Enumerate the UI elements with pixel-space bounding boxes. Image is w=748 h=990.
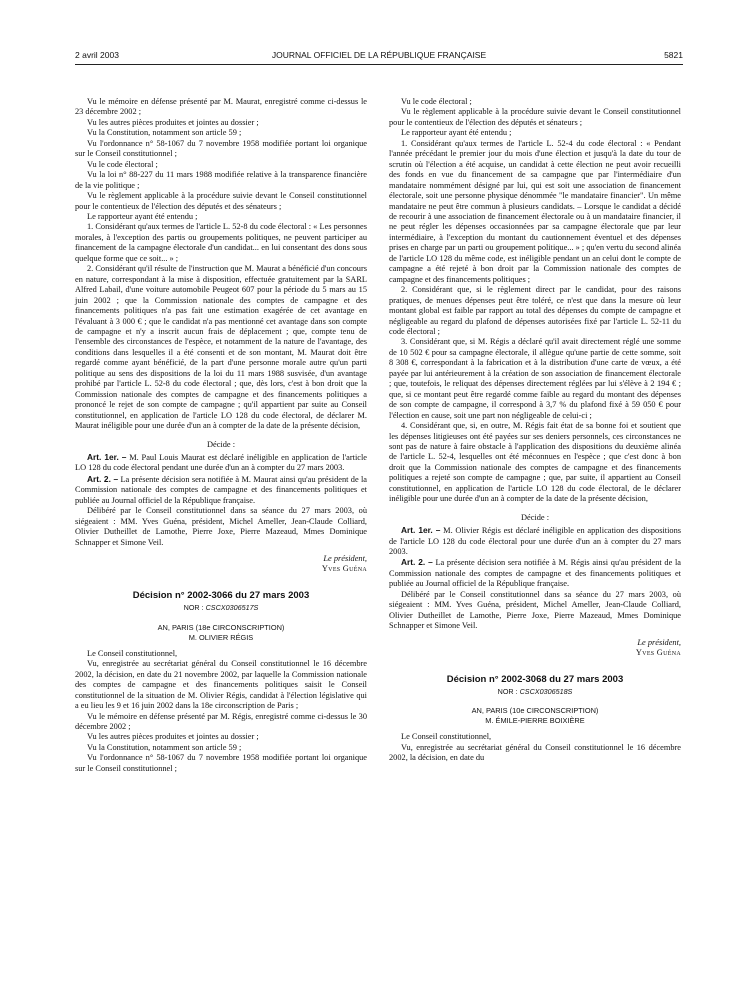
paragraph: Vu le mémoire en défense présenté par M. Régis, enregistré comme ci-dessus le 30 décembre 2002 ; [75,711,367,732]
paragraph: Vu la Constitution, notamment son article 59 ; [87,742,242,752]
paragraph: Vu les autres pièces produites et jointes au dossier ; [87,732,259,742]
article-1 [389,525,681,557]
paragraph: 1. Considérant qu'aux termes de l'article L. 52-4 du code électoral : « Pendant l'année précédant le premier jour du mois d'une élection et jusqu'à la date du tour de scrutin où l'élection a été acquise, un candidat à cette élection ne peut avoir recueilli des fonds en vue du financement de sa campagne que par l'intermédiaire d'un mandataire nommément désigné par lui, qui est soit une association de financement électorale, soit une personne physique dénommée "le mandataire financier". Un même mandataire ne peut être commun à plusieurs candidats. – Lorsque le candidat a décidé de recourir à une association de financement électorale ou à un mandataire financier, il ne peut régler les dépenses occasionnées par sa campagne électorale que par leur intermédiaire, à l'exception du montant du cautionnement éventuel et des dépenses prises en charge par un parti ou groupement politique... » ; qu'en vertu du second alinéa de l'article LO 128 du même code, est inéligible pendant un an celui dont le compte de campagne a été rejeté à bon droit par la Commission nationale des comptes de campagne et des financements politiques ; [389,138,681,284]
paragraph: Vu la Constitution, notamment son article 59 ; [87,128,242,138]
article-label: Art. 2. – [401,557,433,568]
header-page-number: 5821 [664,50,683,60]
paragraph: Le rapporteur ayant été entendu ; [401,128,512,138]
paragraph: Vu le code électoral ; [401,97,472,106]
signature-name: Yves Guéna [321,564,367,574]
paragraph: Vu le règlement applicable à la procédure suivie devant le Conseil constitutionnel pour le contentieux de l'élection des députés et des sénateurs ; [75,191,367,211]
paragraph: 1. Considérant qu'aux termes de l'article L. 52-8 du code électoral : « Les personnes morales, à l'exception des partis ou groupements politiques, ne peuvent participer au financement de la campagne électorale d'un candidat... en lui consentant des dons sous quelque forme que ce soit... » ; [75,222,367,263]
decide-heading: Décide : [520,512,550,522]
paragraph: Vu la loi n° 88-227 du 11 mars 1988 modifiée relative à la transparence financière de la vie politique ; [75,170,367,190]
decision-title: Décision n° 2002-3068 du 27 mars 2003 [446,673,624,685]
article-text: La présente décision sera notifiée à M. Régis ainsi qu'au président de la Commission nationale des comptes de campagne et des financements politiques et publiée au Journal officiel de la République française. [389,558,681,589]
paragraph: Vu, enregistrée au secrétariat général du Conseil constitutionnel le 16 décembre 2002, la décision, en date du [389,742,681,763]
paragraph: Vu le règlement applicable à la procédure suivie devant le Conseil constitutionnel pour le contentieux de l'élection des députés et sénateurs ; [389,107,681,127]
paragraph: Vu l'ordonnance n° 58-1067 du 7 novembre 1958 modifiée portant loi organique sur le Conseil constitutionnel ; [75,753,367,773]
deliberation: Délibéré par le Conseil constitutionnel dans sa séance du 27 mars 2003, où siégeaient : MM. Yves Guéna, président, Michel Ameller, Jean-Claude Colliard, Olivier Dutheillet de Lamothe, Pierre Joxe, Pierre Mazeaud, Mmes Dominique Schnapper et Simone Veil. [389,589,681,631]
deliberation: Délibéré par le Conseil constitutionnel dans sa séance du 27 mars 2003, où siégeaient : MM. Yves Guéna, président, Michel Ameller, Jean-Claude Colliard, Olivier Dutheillet de Lamothe, Pierre Joxe, Pierre Mazeaud, Mmes Dominique Schnapper et Simone Veil. [75,506,367,547]
left-column [75,97,367,774]
nor-reference: NOR : CSCX0306518S [497,687,573,697]
right-column [389,97,681,764]
article-text: La présente décision sera notifiée à M. Maurat ainsi qu'au président de la Commission nationale des comptes de campagne et des financements politiques et publiée au Journal officiel de la République française. [75,474,368,505]
paragraph: Le rapporteur ayant été entendu ; [87,211,198,221]
paragraph: Vu le mémoire en défense présenté par M. Maurat, enregistré comme ci-dessus le 23 décembre 2002 ; [75,97,367,117]
article-2 [75,474,367,506]
paragraph: Vu les autres pièces produites et jointes au dossier ; [87,117,259,127]
decision-title: Décision n° 2002-3066 du 27 mars 2003 [132,589,310,601]
paragraph: 2. Considérant que, si le règlement direct par le candidat, pour des raisons pratiques, de menues dépenses peut être toléré, ce n'est que dans la mesure où leur montant global est faible par rapport au total des dépenses du compte de campagne et négligeable au regard du plafond de dépenses autorisées fixé par l'article L. 52-11 du code électoral ; [389,285,681,336]
paragraph: Vu le code électoral ; [87,159,158,169]
paragraph: Le Conseil constitutionnel, [87,648,178,658]
signature-role: Le président, [323,554,367,564]
decide-heading: Décide : [206,439,236,449]
header-date: 2 avril 2003 [75,50,119,60]
nor-reference: NOR : CSCX0306517S [183,603,259,613]
article-text: M. Paul Louis Maurat est déclaré inéligible en application de l'article LO 128 du code électoral pendant une durée d'un an à compter du 27 mars 2003. [75,452,367,473]
page-header [75,50,683,64]
article-label: Art. 2. – [87,473,119,484]
signature-name: Yves Guéna [635,648,681,658]
article-label: Art. 1er. – [401,525,441,536]
article-label: Art. 1er. – [87,451,127,462]
paragraph: Vu l'ordonnance n° 58-1067 du 7 novembre 1958 modifiée portant loi organique sur le Conseil constitutionnel ; [75,138,367,159]
constituency-heading: AN, PARIS (18e CIRCONSCRIPTION) M. OLIVIER RÉGIS [157,622,285,642]
article-1 [75,452,367,474]
paragraph: 3. Considérant que, si M. Régis a déclaré qu'il avait directement réglé une somme de 10 502 € pour sa campagne électorale, il allègue qu'une partie de cette somme, soit 8 308 €, correspondant à la fabrication et à la distribution d'une carte de vœux, a été payée par lui antérieurement à la création de son association de financement électorale ; que, toutefois, le reliquat des dépenses directement réglées par lui s'élève à 2 194 € ; que, si ce montant peut être regardé comme faible au regard du montant des dépenses de son compte de campagne, il correspond à 3,7 % du plafond fixé à 59 050 € pour l'élection en cause, soit une part non négligeable de celui-ci ; [389,337,681,420]
article-text: M. Olivier Régis est déclaré inéligible en application des dispositions de l'article LO 128 du code électoral pour une durée d'un an à compter du 27 mars 2003. [389,526,681,557]
signature-role: Le président, [637,637,681,647]
article-2 [389,557,681,589]
paragraph: 2. Considérant qu'il résulte de l'instruction que M. Maurat a bénéficié d'un concours en nature, correspondant à la mise à disposition, effectuée gratuitement par la SARL Alfred Labail, d'une voiture automobile Peugeot 607 pour la période du 5 mars au 15 juin 2002 ; que la Commission nationale des comptes de campagne et des financements politiques n'a pas fait une estimation exagérée de cet avantage en l'évaluant à 3 000 € ; que le candidat n'a pas mentionné cet avantage dans son compte de campagne et n'y a inscrit aucun frais de déplacement ; que, compte tenu de l'ensemble des circonstances de l'espèce, et notamment de la nature de l'avantage, des conditions dans lesquelles il a été consenti et de son montant, M. Maurat doit être regardé comme ayant bénéficié, de la part d'une personne morale autre qu'un parti politique au sens des dispositions de la loi du 11 mars 1988 susvisée, d'un avantage prohibé par l'article L. 52-8 du code électoral ; que, dès lors, c'est à bon droit que la Commission nationale des comptes de campagne et des financements politiques a prononcé le rejet de son compte de campagne ; qu'il appartient par suite au Conseil constitutionnel, en application de l'article LO 128 du code électoral, de déclarer M. Maurat inéligible pour une durée d'un an à compter de la date de la présente décision, [75,264,367,431]
paragraph: Vu, enregistrée au secrétariat général du Conseil constitutionnel le 16 décembre 2002, la décision, en date du 21 novembre 2002, par laquelle la Commission nationale des comptes de campagne et des financements politiques saisit le Conseil constitutionnel de la situation de M. Olivier Régis, candidat à l'élection législative qui a eu lieu les 9 et 16 juin 2002 dans la 18e circonscription de Paris ; [75,659,367,711]
header-journal-title: JOURNAL OFFICIEL DE LA RÉPUBLIQUE FRANÇAISE [271,50,487,60]
constituency-heading: AN, PARIS (10e CIRCONSCRIPTION) M. ÉMILE-PIERRE BOIXIÈRE [471,706,599,726]
header-rule [75,64,683,65]
paragraph: 4. Considérant que, si, en outre, M. Régis fait état de sa bonne foi et soutient que les dépenses litigieuses ont été payées sur ses deniers personnels, ces circonstances ne sont pas de nature à faire obstacle à l'application des dispositions du deuxième alinéa de l'article L. 52-4, lesquelles ont été méconnues en l'espèce ; que c'est donc à bon droit que la Commission nationale des comptes de campagne et des financements politiques a rejeté son compte de campagne ; que, par suite, il appartient au Conseil constitutionnel, en application de l'article LO 128 du code électoral, de le déclarer inéligible pour une durée d'un an à compter de la date de la présente décision, [389,421,681,504]
paragraph: Le Conseil constitutionnel, [401,732,492,742]
